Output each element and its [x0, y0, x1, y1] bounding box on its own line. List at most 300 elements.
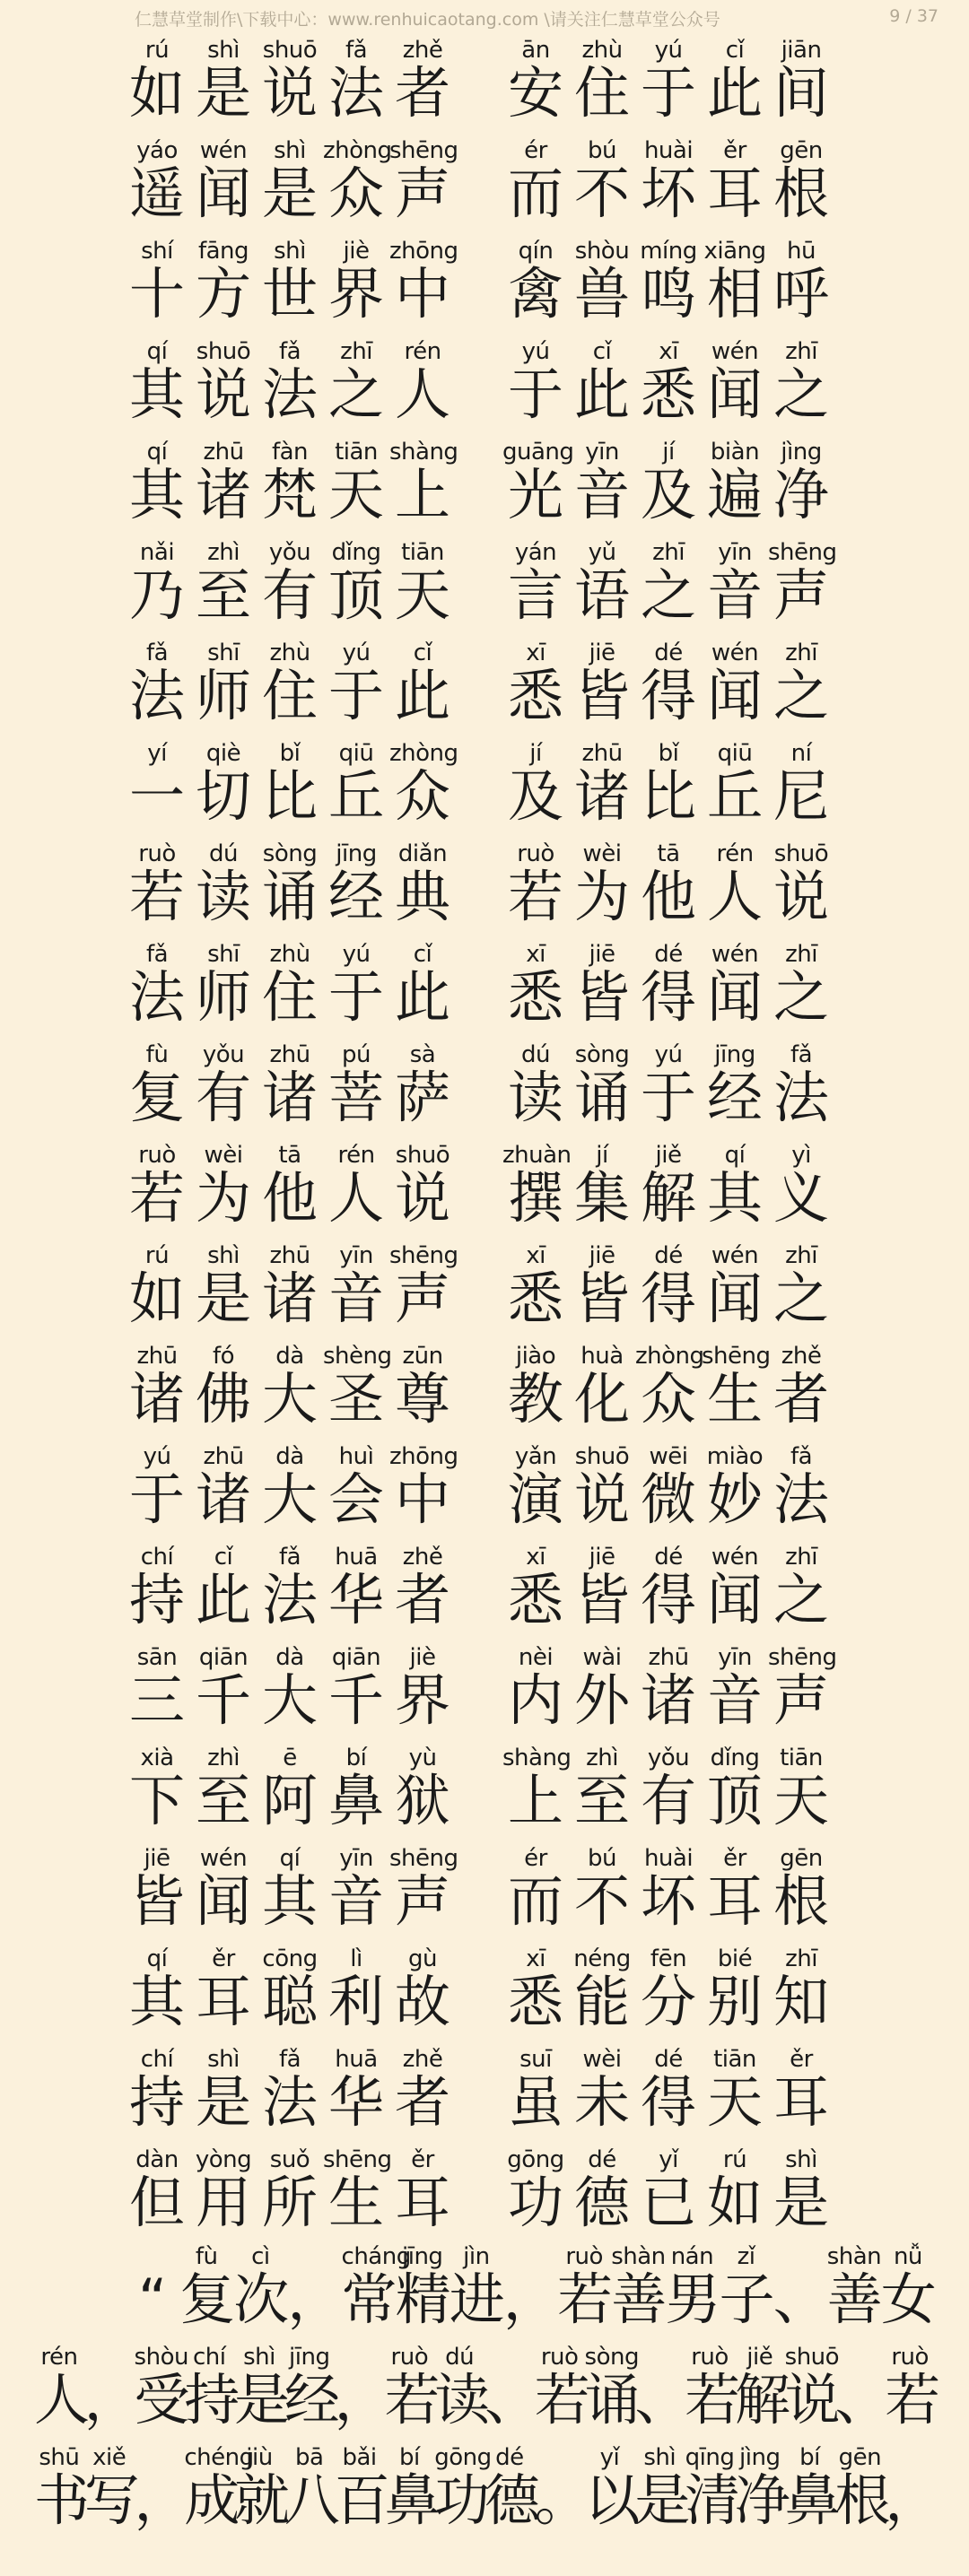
hanzi: 呼: [773, 261, 829, 326]
header-watermark-text: 仁慧草堂制作\下载中心：www.renhuicaotang.com \请关注仁慧草堂公众号: [135, 10, 720, 30]
character-cell: [389, 136, 456, 235]
hanzi: 书: [34, 2467, 91, 2533]
character-cell: [389, 36, 456, 135]
character-cell: [768, 1844, 834, 1943]
hanzi: 已: [640, 2170, 696, 2235]
hanzi: 众: [394, 763, 450, 829]
hanzi: 耳: [195, 1969, 251, 2034]
hanzi: 外: [573, 1667, 630, 1733]
hanzi: 至: [195, 1768, 251, 1833]
hanzi: 为: [573, 864, 630, 929]
hanzi: 诵: [584, 2367, 641, 2432]
character-cell: [768, 136, 834, 235]
hanzi: 德: [484, 2467, 541, 2533]
character-cell: [389, 337, 456, 436]
hanzi: 根: [834, 2467, 891, 2533]
pinyin: dé: [654, 2046, 683, 2073]
hanzi: 是: [261, 161, 318, 226]
hanzi: 。: [534, 2467, 590, 2533]
pinyin: huì: [338, 1443, 374, 1470]
pinyin: zhī: [785, 941, 817, 968]
pinyin: yú: [521, 338, 550, 365]
hanzi: 法: [773, 1466, 829, 1532]
hanzi: 聪: [261, 1969, 318, 2034]
pinyin: yǐ: [599, 2444, 620, 2471]
character-cell: [257, 1643, 323, 1742]
hanzi: 分: [640, 1969, 696, 2034]
character-cell: [569, 237, 635, 335]
character-cell: [434, 2343, 491, 2443]
hanzi: 音: [327, 1266, 384, 1331]
hanzi: 有: [640, 1768, 696, 1833]
hanzi: 常: [341, 2267, 397, 2332]
hanzi: 中: [394, 261, 450, 326]
hanzi: 萨: [394, 1065, 450, 1130]
hanzi: 说: [784, 2367, 841, 2432]
character-cell: [257, 1040, 323, 1139]
character-cell: [389, 1643, 456, 1742]
hanzi: 梵: [261, 462, 318, 527]
hanzi: 说: [573, 1466, 630, 1532]
pinyin: xī: [659, 338, 678, 365]
character-cell: [257, 1945, 323, 2043]
hanzi: 三: [128, 1667, 185, 1733]
hanzi: 光: [507, 462, 563, 527]
pinyin: ruò: [517, 840, 554, 867]
pinyin: xī: [526, 1945, 546, 1972]
character-cell: [396, 2242, 450, 2343]
hanzi: 女: [880, 2267, 937, 2332]
hanzi: 会: [327, 1466, 384, 1532]
character-cell: [323, 739, 389, 838]
pinyin: fàn: [271, 439, 309, 466]
character-cell: [569, 1744, 635, 1842]
pinyin: jiē: [589, 1544, 615, 1571]
pinyin: qīng: [685, 2444, 735, 2471]
character-cell: [257, 1241, 323, 1340]
pinyin: zhū: [203, 439, 244, 466]
character-cell: [257, 36, 323, 135]
verse-line: [0, 1241, 969, 1340]
character-cell: [557, 2242, 614, 2343]
hanzi: 佛: [195, 1366, 251, 1432]
character-cell: [702, 337, 768, 436]
pinyin: sòng: [574, 1041, 630, 1068]
pinyin: yú: [342, 640, 371, 666]
hanzi: 闻: [706, 361, 763, 427]
pinyin: shēng: [323, 2146, 392, 2173]
character-cell: [124, 136, 190, 235]
hanzi: 住: [261, 964, 318, 1030]
hanzi: 之: [327, 361, 384, 427]
hanzi: 之: [773, 361, 829, 427]
pinyin: shì: [207, 2046, 240, 2073]
pinyin: shuō: [395, 1142, 450, 1169]
hanzi: 诸: [261, 1065, 318, 1130]
character-cell: [502, 1342, 569, 1440]
character-cell: [389, 639, 456, 737]
pinyin: tā: [278, 1142, 301, 1169]
character-cell: [502, 1945, 569, 2043]
pinyin: rén: [40, 2344, 78, 2371]
character-cell: [702, 1141, 768, 1240]
hanzi: 就: [234, 2467, 291, 2533]
pinyin: wén: [711, 338, 759, 365]
character-cell: [635, 1844, 702, 1943]
verse-line: [0, 538, 969, 637]
character-cell: [124, 1744, 190, 1842]
pinyin: yòng: [195, 2146, 252, 2173]
character-cell: [502, 739, 569, 838]
hanzi: 鼻: [327, 1768, 384, 1833]
pinyin: wèi: [204, 1142, 243, 1169]
character-cell: [569, 1945, 635, 2043]
pinyin: tā: [657, 840, 680, 867]
hanzi: 此: [394, 964, 450, 1030]
pinyin: yú: [654, 37, 683, 64]
pinyin: sà: [409, 1041, 436, 1068]
character-cell: [502, 1643, 569, 1742]
pinyin: shí: [141, 238, 173, 265]
hanzi: 若: [685, 2367, 741, 2432]
character-cell: [569, 136, 635, 235]
character-cell: [257, 940, 323, 1039]
pinyin: cháng: [341, 2243, 411, 2270]
character-cell: [634, 2443, 691, 2544]
hanzi: 生: [706, 1366, 763, 1432]
verse-line: [0, 337, 969, 436]
pinyin: yīn: [718, 1644, 752, 1671]
character-cell: [702, 2145, 768, 2244]
pinyin: yīn: [585, 439, 619, 466]
hanzi: 者: [394, 60, 450, 126]
character-cell: [323, 1844, 389, 1943]
pinyin: huài: [643, 1845, 694, 1872]
pinyin: chí: [140, 2046, 174, 2073]
hanzi: 教: [507, 1366, 563, 1432]
hanzi: 耳: [706, 1868, 763, 1934]
punctuation-cell: [287, 2242, 344, 2343]
pinyin: huà: [581, 1343, 624, 1370]
character-cell: [502, 1844, 569, 1943]
hanzi: 音: [327, 1868, 384, 1934]
pinyin: qiān: [331, 1644, 381, 1671]
pinyin: néng: [573, 1945, 631, 1972]
pinyin: jìng: [781, 439, 822, 466]
hanzi: 乃: [128, 562, 185, 628]
hanzi: 上: [394, 462, 450, 527]
pinyin: jí: [596, 1142, 608, 1169]
hanzi: 善: [611, 2267, 668, 2332]
pinyin: pú: [342, 1041, 371, 1068]
hanzi: 言: [507, 562, 563, 628]
character-cell: [502, 840, 569, 938]
pinyin: bú: [588, 1845, 616, 1872]
hanzi: 若: [128, 1165, 185, 1231]
hanzi: 于: [128, 1466, 185, 1532]
hanzi: 住: [261, 663, 318, 728]
character-cell: [124, 1040, 190, 1139]
hanzi: 未: [573, 2069, 630, 2135]
punctuation-cell: [773, 2242, 827, 2343]
pinyin: jiè: [343, 238, 370, 265]
character-cell: [635, 1744, 702, 1842]
hanzi: ，: [83, 2367, 140, 2432]
hanzi: 众: [640, 1366, 696, 1432]
hanzi: 诸: [195, 1466, 251, 1532]
character-cell: [569, 1543, 635, 1641]
hanzi: 及: [640, 462, 696, 527]
character-cell: [389, 2145, 456, 2244]
hanzi: 他: [261, 1165, 318, 1231]
character-cell: [124, 438, 190, 536]
hanzi: 天: [394, 562, 450, 628]
character-cell: [827, 2242, 881, 2343]
pinyin: yǒu: [202, 1041, 245, 1068]
hanzi: 闻: [195, 1868, 251, 1934]
character-cell: [323, 940, 389, 1039]
hanzi: 法: [261, 361, 318, 427]
hanzi: 能: [573, 1969, 630, 2034]
pinyin: biàn: [710, 439, 760, 466]
character-cell: [635, 840, 702, 938]
pinyin: ěr: [212, 1945, 235, 1972]
hanzi: 师: [195, 663, 251, 728]
character-cell: [702, 1241, 768, 1340]
pinyin: yú: [654, 1041, 683, 1068]
pinyin: yù: [408, 1745, 437, 1771]
hanzi: 说: [195, 361, 251, 427]
character-cell: [768, 1442, 834, 1541]
pinyin: cōng: [262, 1945, 318, 1972]
character-cell: [190, 1543, 257, 1641]
hanzi: 界: [394, 1667, 450, 1733]
pinyin: suǒ: [269, 2146, 310, 2173]
character-cell: [124, 639, 190, 737]
hanzi: 如: [128, 60, 185, 126]
pinyin: fù: [195, 2243, 218, 2270]
pinyin: shì: [643, 2444, 677, 2471]
pinyin: ěr: [723, 137, 746, 164]
hanzi: 微: [640, 1466, 696, 1532]
page-number: 9 / 37: [889, 6, 938, 26]
character-cell: [702, 1342, 771, 1440]
character-cell: [784, 2343, 841, 2443]
hanzi: 此: [195, 1567, 251, 1632]
verse-line: [0, 438, 969, 536]
hanzi: 声: [394, 1868, 450, 1934]
character-cell: [323, 538, 389, 637]
character-cell: [569, 1141, 635, 1240]
pinyin: bǐ: [658, 740, 679, 767]
hanzi: 大: [261, 1366, 318, 1432]
punctuation-cell: [503, 2242, 557, 2343]
pinyin: rén: [337, 1142, 375, 1169]
pinyin: zhī: [785, 640, 817, 666]
pinyin: zhì: [207, 539, 240, 566]
character-cell: [234, 2343, 291, 2443]
character-cell: [124, 538, 190, 637]
punctuation-cell: [885, 2443, 941, 2544]
hanzi: 悉: [507, 1567, 563, 1632]
verse-line: [0, 1342, 969, 1440]
hanzi: 者: [394, 1567, 450, 1632]
prose-line: [0, 2443, 969, 2544]
hanzi: 于: [327, 964, 384, 1030]
character-cell: [257, 538, 323, 637]
character-cell: [502, 438, 574, 536]
pinyin: ér: [524, 137, 547, 164]
hanzi: 悉: [507, 1266, 563, 1331]
character-cell: [323, 136, 392, 235]
pinyin: jiù: [246, 2444, 273, 2471]
hanzi: 内: [507, 1667, 563, 1733]
pinyin: zhù: [581, 37, 623, 64]
hanzi: 精: [395, 2267, 451, 2332]
character-cell: [233, 2242, 290, 2343]
pinyin: dà: [275, 1644, 304, 1671]
pinyin: bí: [345, 1745, 367, 1771]
pinyin: fǎ: [790, 1041, 813, 1068]
character-cell: [768, 840, 834, 938]
hanzi: 法: [128, 964, 185, 1030]
hanzi: 是: [234, 2367, 291, 2432]
hanzi: 鸣: [640, 261, 696, 326]
hanzi: 写: [83, 2467, 140, 2533]
hanzi: 耳: [394, 2170, 450, 2235]
hanzi: 诸: [195, 462, 251, 527]
pinyin: jiē: [589, 941, 615, 968]
pinyin: dé: [654, 1544, 683, 1571]
character-cell: [702, 940, 768, 1039]
character-cell: [885, 2343, 941, 2443]
pinyin: zhě: [781, 1343, 822, 1370]
pinyin: zhòng: [389, 740, 458, 767]
hanzi: 语: [573, 562, 630, 628]
hanzi: 千: [327, 1667, 384, 1733]
pinyin: cǐ: [214, 1544, 233, 1571]
character-cell: [768, 337, 834, 436]
hanzi: 得: [640, 1567, 696, 1632]
hanzi: 及: [507, 763, 563, 829]
character-cell: [124, 940, 190, 1039]
pinyin: shuō: [784, 2344, 840, 2371]
pinyin: ruò: [565, 2243, 603, 2270]
pinyin: rú: [144, 1242, 170, 1269]
character-cell: [257, 337, 323, 436]
character-cell: [702, 1543, 768, 1641]
character-cell: [702, 739, 768, 838]
character-cell: [257, 2045, 323, 2144]
pinyin: ěr: [723, 1845, 746, 1872]
pinyin: chéng: [184, 2444, 254, 2471]
pinyin: gōng: [507, 2146, 564, 2173]
verse-line: [0, 36, 969, 135]
character-cell: [685, 2443, 741, 2544]
pinyin: bú: [588, 137, 616, 164]
hanzi: 典: [394, 864, 450, 929]
hanzi: 用: [195, 2170, 251, 2235]
pinyin: jiān: [781, 37, 822, 64]
character-cell: [323, 1744, 389, 1842]
character-cell: [334, 2443, 390, 2544]
pinyin: zhū: [581, 740, 623, 767]
character-cell: [768, 1945, 834, 2043]
hanzi: 清: [685, 2467, 741, 2533]
pinyin: yán: [514, 539, 557, 566]
character-cell: [190, 1945, 257, 2043]
pinyin: jiè: [409, 1644, 436, 1671]
hanzi: 世: [261, 261, 318, 326]
hanzi: 其: [128, 1969, 185, 2034]
pinyin: yú: [143, 1443, 171, 1470]
character-cell: [323, 1241, 389, 1340]
hanzi: 者: [773, 1366, 829, 1432]
character-cell: [124, 36, 190, 135]
hanzi: “: [138, 2267, 168, 2332]
pinyin: lì: [350, 1945, 362, 1972]
pinyin: suī: [519, 2046, 552, 2073]
pinyin: fù: [145, 1041, 169, 1068]
pinyin: sān: [136, 1644, 178, 1671]
pinyin: bǎi: [342, 2444, 377, 2471]
pinyin: zhī: [785, 338, 817, 365]
character-cell: [635, 2045, 702, 2144]
pinyin: qiān: [198, 1644, 249, 1671]
pinyin: dé: [654, 941, 683, 968]
character-cell: [635, 1342, 702, 1440]
pinyin: dú: [209, 840, 238, 867]
character-cell: [257, 739, 323, 838]
hanzi: 悉: [507, 1969, 563, 2034]
pinyin: zhì: [207, 1745, 240, 1771]
hanzi: 若: [384, 2367, 441, 2432]
character-cell: [450, 2242, 503, 2343]
pinyin: jiě: [655, 1142, 682, 1169]
character-cell: [768, 739, 834, 838]
pinyin: zhū: [203, 1443, 244, 1470]
hanzi: 不: [573, 1868, 630, 1934]
character-cell: [702, 840, 768, 938]
pinyin: zhòng: [323, 137, 392, 164]
pinyin: ruò: [691, 2344, 729, 2371]
hanzi: 皆: [573, 1266, 630, 1331]
hanzi: 是: [195, 1266, 251, 1331]
pinyin: jí: [529, 740, 542, 767]
character-cell: [124, 337, 190, 436]
character-cell: [768, 1241, 834, 1340]
character-cell: [323, 337, 389, 436]
pinyin: qí: [146, 338, 168, 365]
hanzi: 十: [128, 261, 185, 326]
pinyin: qiū: [338, 740, 374, 767]
hanzi: 皆: [573, 1567, 630, 1632]
hanzi: 、: [484, 2367, 541, 2432]
hanzi: 妙: [706, 1466, 763, 1532]
hanzi: 音: [573, 462, 630, 527]
character-cell: [702, 1442, 768, 1541]
verse-line: [0, 1945, 969, 2043]
character-cell: [257, 840, 323, 938]
character-cell: [190, 940, 257, 1039]
character-cell: [569, 438, 635, 536]
hanzi: 至: [573, 1768, 630, 1833]
hanzi: 鼻: [384, 2467, 441, 2533]
verse-line: [0, 739, 969, 838]
hanzi: 天: [706, 2069, 763, 2135]
pinyin: zhū: [269, 1041, 310, 1068]
character-cell: [569, 1241, 635, 1340]
